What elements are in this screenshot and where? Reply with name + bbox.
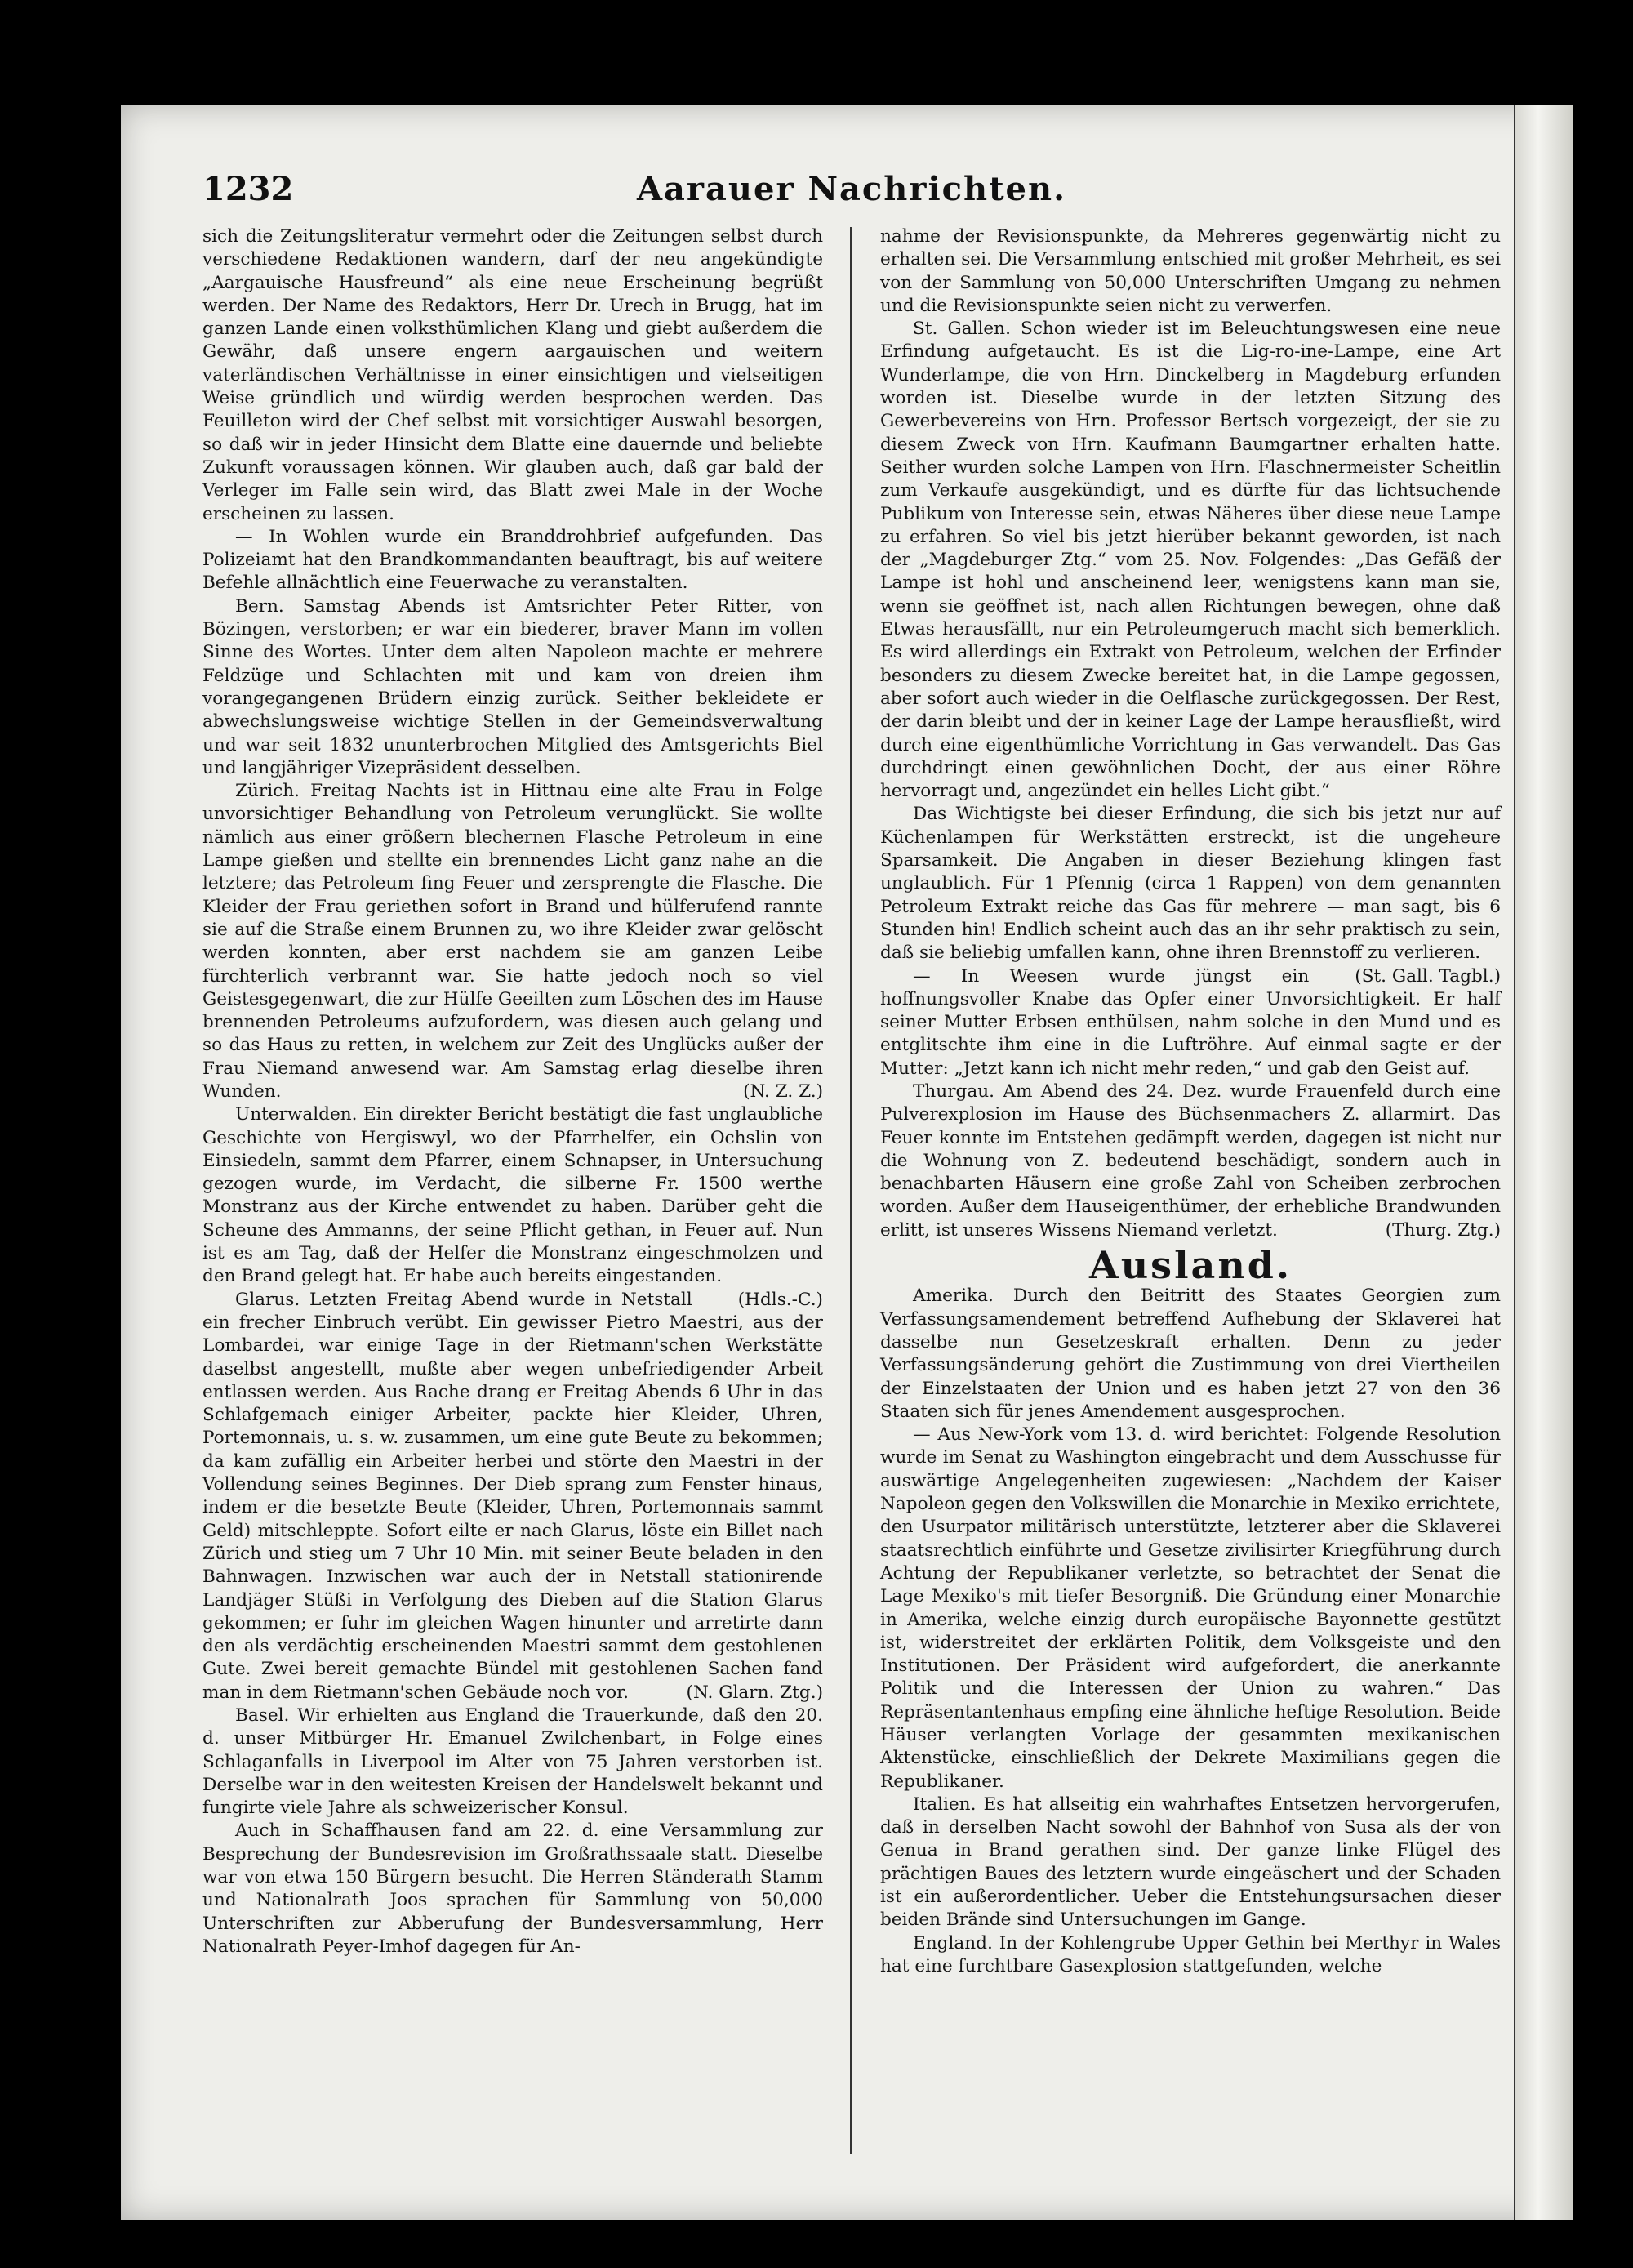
page-edge bbox=[1514, 105, 1573, 2220]
article-schaffhausen: Auch in Schaffhausen fand am 22. d. eine Versammlung zur Besprechung der Bundesrevision im Großrathssaale statt. Dieselbe war von etwa 150 Bürgern besucht. Die Herren Ständerath Stamm und Nationalrath Joos sprachen für Sammlung von 50,000 Unterschriften zur Abberufung der Bundesversammlung, Herr Nationalrath Peyer-Imhof dagegen für An- bbox=[202, 1820, 823, 1957]
article-thurgau bbox=[880, 1081, 1501, 1242]
article-unterwalden bbox=[202, 1103, 823, 1310]
source-credit: (Hdls.-C.) bbox=[737, 1289, 823, 1310]
source-credit: (St. Gall. Tagbl.) bbox=[1355, 965, 1501, 987]
article-glarus bbox=[202, 1289, 823, 1704]
page-header bbox=[202, 170, 1501, 227]
article-text: Das Wichtigste bei dieser Erfindung, die sich bis jetzt nur auf Küchenlampen für Werkstätten erstreckt, ist die ungeheure Sparsamkeit. Die Angaben in dieser Beziehung klingen fast unglaublich. Für 1 Pfennig (circa 1 Rappen) von dem genannten Petroleum Extrakt reiche das Gas für mehrere — man sagt, bis 6 Stunden hin! Endlich scheint auch das an ihr sehr praktisch zu sein, daß sie beliebig umfallen kann, ohne ihren Brennstoff zu verlieren. bbox=[880, 804, 1501, 964]
article-new-york: — Aus New-York vom 13. d. wird berichtet: Folgende Resolution wurde im Senat zu Washington eingebracht und dem Ausschusse für auswärtige Angelegenheiten zugewiesen: „Nachdem der Kaiser Napoleon gegen den Volkswillen die Monarchie in Mexiko errichtete, den Usurpator militärisch unterstützte, letzterer aber die Sklaverei staatsrechtlich einführte und Gesetze zivilisirter Kriegführung durch Achtung der Republikaner verletzte, so betrachtet der Senat die Lage Mexiko's mit tiefer Besorgniß. Die Gründung einer Monarchie in Amerika, welche einzig durch europäische Bayonnette gestützt ist, widerstreitet der erklärten Politik, dem Volksgeiste und den Institutionen. Der Präsident wird aufgefordert, die anerkannte Politik und die Interessen der Union zu wahren.“ Das Repräsentantenhaus empfing eine ähnliche heftige Resolution. Beide Häuser verlangten Vorlage der gesammten mexikanischen Aktenstücke, einschließlich der Dekrete Maximilians gegen die Republikaner. bbox=[880, 1424, 1501, 1792]
column-divider bbox=[850, 227, 852, 2154]
article-weesen: — In Weesen wurde jüngst ein hoffnungsvoller Knabe das Opfer einer Unvorsichtigkeit. Er half seiner Mutter Erbsen enthülsen, nahm solche in den Mund und es entglitschte ihm eine in die Luftröhre. Auf einmal sagte er der Mutter: „Jetzt kann ich nicht mehr reden,“ und gab den Geist auf. bbox=[880, 965, 1501, 1079]
article-england: England. In der Kohlengrube Upper Gethin bei Merthyr in Wales hat eine furchtbare Gasexplosion stattgefunden, welche bbox=[880, 1932, 1501, 1976]
article-italien: Italien. Es hat allseitig ein wahrhaftes Entsetzen hervorgerufen, daß in derselben Nacht sowohl der Bahnhof von Susa als der von Genua in Brand gerathen sind. Der ganze linke Flügel des prächtigen Baues des letztern wurde eingeäschert und der Schaden ist ein außerordentlicher. Ueber die Entstehungsursachen dieser beiden Brände sind Untersuchungen im Gange. bbox=[880, 1793, 1501, 1931]
source-credit: (N. Glarn. Ztg.) bbox=[686, 1682, 823, 1703]
article-st-gallen: St. Gallen. Schon wieder ist im Beleuchtungswesen eine neue Erfindung aufgetaucht. Es ist die Lig-ro-ine-Lampe, eine Art Wunderlampe, die von Hrn. Dinckelberg in Magdeburg erfunden worden ist. Dieselbe wurde in der letzten Sitzung des Gewerbevereins von Hrn. Professor Bertsch vorgezeigt, der sie zu diesem Zweck von Hrn. Kaufmann Baumgartner erhalten hatte. Seither wurden solche Lampen von Hrn. Flaschnermeister Scheitlin zum Verkaufe ausgekündigt, und es dürfte für das lichtsuchende Publikum von Interesse sein, etwas Näheres über diese neue Lampe zu erfahren. So viel bis jetzt hierüber bekannt geworden, ist nach der „Magdeburger Ztg.“ vom 25. Nov. Folgendes: „Das Gefäß der Lampe ist hohl und anscheinend leer, wenigstens kann man sie, wenn sie geöffnet ist, nach allen Richtungen bewegen, ohne daß Etwas herausfällt, nur ein Petroleumgeruch macht sich bemerklich. Es wird allerdings ein Extrakt von Petroleum, welchen der Erfinder besonders zu diesem Zwecke bereitet hat, in die Lampe gegossen, aber sofort auch wieder in die Oelflasche zurückgegossen. Der Rest, der darin bleibt und der in keiner Lage der Lampe herausfließt, wird durch eine eigenthümliche Vorrichtung in Gas verwandelt. Das Gas durchdringt einen gewöhnlichen Docht, der aus einer Röhre hervorragt und, angezündet ein helles Licht gibt.“ bbox=[880, 319, 1501, 802]
left-column bbox=[202, 225, 823, 1958]
source-credit: (N. Z. Z.) bbox=[743, 1081, 823, 1102]
source-credit: (Thurg. Ztg.) bbox=[1385, 1219, 1501, 1241]
article-basel: Basel. Wir erhielten aus England die Trauerkunde, daß den 20. d. unser Mitbürger Hr. Emanuel Zwilchenbart, in Folge eines Schlaganfalls in Liverpool im Alter von 75 Jahren verstorben ist. Derselbe war in den weitesten Kreisen der Handelswelt bekannt und fungirte viele Jahre als schweizerischer Konsul. bbox=[202, 1705, 823, 1819]
article-text: Zürich. Freitag Nachts ist in Hittnau eine alte Frau in Folge unvorsichtiger Behandlung von Petroleum verunglückt. Sie wollte nämlich aus einer größern blechernen Flasche Petroleum in eine Lampe gießen und stellte ein brennendes Licht ganz nahe an die letztere; das Petroleum fing Feuer und zersprengte die Flasche. Die Kleider der Frau geriethen sofort in Brand und hülferufend rannte sie auf die Straße einem Brunnen zu, wo ihre Kleider zwar gelöscht werden konnten, aber erst nachdem sie am ganzen Leibe fürchterlich verbrannt war. Sie hatte jedoch noch so viel Geistesgegenwart, die zur Hülfe Geeilten zum Löschen des im Hause brennenden Petroleums aufzufordern, was diesen auch gelang und so das Haus zu retten, in welchem zur Zeit des Unglücks außer der Frau Niemand anwesend war. Am Samstag erlag dieselbe ihren Wunden. bbox=[202, 781, 823, 1102]
article-wohlen: — In Wohlen wurde ein Branddrohbrief aufgefunden. Das Polizeiamt hat den Brandkommandanten beauftragt, bis auf weitere Befehle allnächtlich eine Feuerwache zu veranstalten. bbox=[202, 526, 823, 594]
article-zuerich bbox=[202, 780, 823, 1103]
right-column bbox=[880, 225, 1501, 1978]
newspaper-page bbox=[121, 105, 1573, 2220]
page-number: 1232 bbox=[202, 170, 294, 208]
masthead-title: Aarauer Nachrichten. bbox=[636, 170, 1067, 208]
article-bern: Bern. Samstag Abends ist Amtsrichter Peter Ritter, von Bözingen, verstorben; er war ein biederer, braver Mann im vollen Sinne des Wortes. Unter dem alten Napoleon machte er mehrere Feldzüge und Schlachten mit und kam von dreien ihm vorangegangenen Brüdern einzig zurück. Seither bekleidete er abwechslungsweise wichtige Stellen in der Gemeindsverwaltung und war seit 1832 ununterbrochen Mitglied des Amtsgerichts Biel und langjähriger Vizepräsident desselben. bbox=[202, 595, 823, 778]
article-lampe bbox=[880, 803, 1501, 987]
article-text: Thurgau. Am Abend des 24. Dez. wurde Frauenfeld durch eine Pulverexplosion im Hause des Büchsenmachers Z. allarmirt. Das Feuer konnte im Entstehen gedämpft werden, dagegen ist nicht nur die Wohnung von Z. bedeutend beschädigt, sondern auch in benachbarten Häusern eine große Zahl von Scheiben zerbrochen worden. Außer dem Hauseigenthümer, der erhebliche Brandwunden erlitt, ist unseres Wissens Niemand verletzt. bbox=[880, 1081, 1501, 1241]
article-text: Glarus. Letzten Freitag Abend wurde in Netstall ein frecher Einbruch verübt. Ein gewisser Pietro Maestri, aus der Lombardei, war einige Tage in der Rietmann'schen Werkstätte daselbst angestellt, mußte aber wegen unbefriedigender Arbeit entlassen werden. Aus Rache drang er Freitag Abends 6 Uhr in das Schlafgemach einiger Arbeiter, packte hier Kleider, Uhren, Portemonnais, u. s. w. zusammen, um eine gute Beute zu bekommen; da kam zufällig ein Arbeiter herbei und störte den Maestri in der Vollendung seines Beginnes. Der Dieb sprang zum Fenster hinaus, indem er die besetzte Beute (Kleider, Uhren, Portemonnais sammt Geld) mitschleppte. Sofort eilte er nach Glarus, löste ein Billet nach Zürich und stieg um 7 Uhr 10 Min. mit seiner Beute beladen in den Bahnwagen. Inzwischen war auch der in Netstall stationirende Landjäger Stüßi in Verfolgung des Dieben auf die Station Glarus gekommen; er fuhr im gleichen Wagen hinunter und arretirte dann den als verdächtig erscheinenden Maestri sammt dem gestohlenen Gute. Zwei bereit gemachte Bündel mit gestohlenen Sachen fand man in dem Rietmann'schen Gebäude noch vor. bbox=[202, 1289, 823, 1703]
article-schaffhausen-cont: nahme der Revisionspunkte, da Mehreres gegenwärtig nicht zu erhalten sei. Die Versammlung entschied mit großer Mehrheit, es sei von der Sammlung von 50,000 Unterschriften Umgang zu nehmen und die Revisionspunkte seien nicht zu verwerfen. bbox=[880, 226, 1501, 316]
article-amerika: Amerika. Durch den Beitritt des Staates Georgien zum Verfassungsamendement betreffend Aufhebung der Sklaverei hat dasselbe nun Gesetzeskraft erhalten. Denn zu jeder Verfassungsänderung gehört die Zustimmung von drei Viertheilen der Einzelstaaten der Union und es haben jetzt 27 von den 36 Staaten sich für jenes Amendement ausgesprochen. bbox=[880, 1285, 1501, 1422]
section-heading-ausland: Ausland. bbox=[1089, 1243, 1292, 1288]
article-hausfreund: sich die Zeitungsliteratur vermehrt oder die Zeitungen selbst durch verschiedene Redaktionen wandern, darf der neu angekündigte „Aargauische Hausfreund“ als eine neue Erscheinung begrüßt werden. Der Name des Redaktors, Herr Dr. Urech in Brugg, hat im ganzen Lande einen volksthümlichen Klang und giebt außerdem die Gewähr, daß unsere engern aargauischen und weitern vaterländischen Verhältnisse in einer einsichtigen und vielseitigen Weise gründlich und würdig werden besprochen werden. Das Feuilleton wird der Chef selbst mit vorsichtiger Auswahl besorgen, so daß wir in jeder Hinsicht dem Blatte eine dauernde und beliebte Zukunft voraussagen können. Wir glauben auch, daß gar bald der Verleger im Falle sein wird, das Blatt zwei Male in der Woche erscheinen zu lassen. bbox=[202, 226, 823, 524]
article-text: Unterwalden. Ein direkter Bericht bestätigt die fast unglaubliche Geschichte von Hergiswyl, wo der Pfarrhelfer, ein Ochslin von Einsiedeln, sammt dem Pfarrer, einem Schnapser, in Untersuchung gezogen wurde, im Verdacht, die silberne Fr. 1500 werthe Monstranz aus der Kirche entwendet zu haben. Darüber geht die Scheune des Ammanns, der seine Pflicht gethan, in Feuer auf. Nun ist es am Tag, daß der Helfer die Monstranz eingeschmolzen und den Brand gelegt hat. Er habe auch bereits eingestanden. bbox=[202, 1104, 823, 1287]
